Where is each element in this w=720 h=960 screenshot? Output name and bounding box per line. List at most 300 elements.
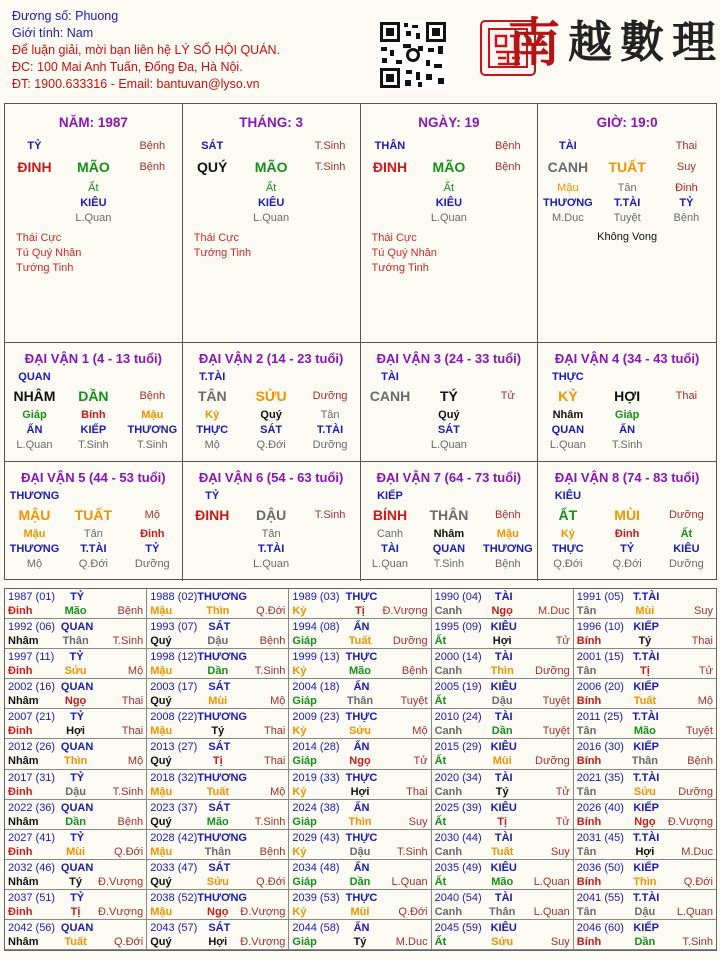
year-god: QUAN	[60, 741, 94, 754]
hidden-god: ẤN	[619, 423, 636, 436]
pillar-year	[5, 104, 183, 343]
annual-year-cell	[289, 920, 431, 950]
year-stem: Quý	[150, 935, 172, 948]
annual-year-cell	[574, 770, 716, 800]
year-stage: Suy	[550, 935, 570, 948]
bazi-chart-grid	[4, 103, 717, 580]
year-label: 2026 (40)	[576, 801, 624, 814]
annual-year-cell	[289, 890, 431, 920]
hidden-stem: Mậu	[141, 408, 164, 421]
annual-year-cell	[5, 709, 147, 739]
year-label: 2010 (24)	[434, 711, 482, 724]
hidden-god: KIẾP	[80, 423, 107, 436]
year-god: THƯƠNG	[197, 891, 247, 904]
year-branch: Sửu	[491, 935, 514, 948]
year-stem: Đinh	[8, 905, 33, 918]
year-label: 2001 (15)	[576, 651, 624, 664]
year-label: 2022 (36)	[8, 801, 56, 814]
year-branch: Sửu	[348, 725, 371, 738]
hidden-stem: Tân	[83, 527, 103, 540]
hidden-god: ẤN	[26, 423, 43, 436]
annual-year-cell	[574, 860, 716, 890]
hidden-god: T.TÀI	[80, 542, 107, 555]
year-branch: Tuất	[206, 785, 229, 798]
hidden-stage: L.Quan	[430, 211, 467, 224]
year-stem: Nhâm	[8, 815, 39, 828]
year-god: KIÊU	[490, 801, 517, 814]
year-label: 2037 (51)	[8, 891, 56, 904]
logo-char-3: 數	[620, 17, 664, 68]
year-branch: Mão	[206, 815, 229, 828]
hidden-god: TÀI	[381, 542, 399, 555]
year-stem: Kỷ	[292, 845, 307, 858]
year-branch: Hợi	[66, 725, 85, 738]
life-stage: Bệnh	[139, 139, 166, 152]
year-stage: Suy	[408, 815, 428, 828]
year-god: TÀI	[494, 771, 513, 784]
year-branch: Tị	[497, 815, 508, 828]
year-god: ẤN	[353, 741, 370, 754]
year-label: 2009 (23)	[292, 711, 340, 724]
year-stage: Thai	[406, 785, 428, 798]
year-god: THỰC	[345, 651, 378, 664]
annual-year-cell	[432, 649, 574, 679]
year-branch: Tý	[353, 935, 367, 948]
year-branch: Thân	[631, 755, 659, 768]
year-god: T.TÀI	[633, 651, 660, 664]
year-branch: Hợi	[492, 635, 512, 648]
year-stage: Suy	[694, 605, 713, 617]
hidden-god: TỶ	[679, 196, 694, 209]
year-branch: Tị	[639, 665, 650, 678]
annual-year-cell	[289, 619, 431, 649]
star: Thái Cực	[371, 232, 417, 244]
year-stage: Q.Đới	[113, 935, 144, 948]
hidden-stem: Nhâm	[433, 527, 465, 540]
annual-year-cell	[5, 679, 147, 709]
year-branch: Tuất	[64, 935, 87, 948]
earthly-branch: DẦN	[78, 387, 109, 404]
year-stem: Ất	[434, 815, 447, 828]
year-god: TỶ	[69, 651, 84, 664]
hidden-stem: Ất	[265, 181, 277, 194]
year-stem: Bính	[576, 815, 602, 828]
year-branch: Dậu	[634, 905, 656, 918]
year-label: 2016 (30)	[576, 741, 624, 754]
year-god: TÀI	[494, 891, 513, 904]
can-god: TỶ	[205, 489, 220, 502]
earthly-branch: TUẤT	[74, 506, 113, 523]
year-branch: Mão	[633, 725, 656, 738]
hidden-stem: Kỷ	[205, 408, 220, 421]
year-god: THƯƠNG	[197, 591, 247, 603]
year-stem: Mậu	[150, 905, 173, 918]
year-branch: Thìn	[63, 755, 88, 768]
year-stem: Canh	[434, 725, 463, 738]
annual-year-cell	[289, 800, 431, 830]
year-stage: T.Sinh	[397, 845, 428, 858]
year-branch: Dần	[491, 725, 513, 738]
star: Thái Cực	[16, 232, 62, 244]
pillar-title: NGÀY: 19	[418, 115, 480, 130]
star: Tướng Tinh	[193, 247, 252, 259]
year-stem: Quý	[150, 815, 172, 828]
year-branch: Tuất	[633, 695, 657, 708]
annual-year-cell	[147, 860, 289, 890]
year-label: 2043 (57)	[150, 921, 198, 934]
hidden-stage: Dưỡng	[312, 438, 348, 451]
annual-year-cell	[289, 770, 431, 800]
year-stage: Dưỡng	[535, 755, 570, 768]
year-stem: Canh	[434, 785, 463, 798]
year-stage: L.Quan	[533, 875, 570, 888]
star: Thái Cực	[193, 232, 240, 244]
year-god: KIẾP	[633, 681, 659, 694]
logo-char-1: 南	[507, 12, 560, 74]
year-stem: Tân	[576, 605, 597, 617]
year-stage: Bệnh	[401, 665, 428, 678]
hidden-stem: Giáp	[614, 408, 640, 421]
year-label: 2041 (55)	[576, 891, 624, 904]
owner-name: Đương số: Phuong	[12, 9, 119, 23]
earthly-branch: TÝ	[439, 387, 458, 404]
year-branch: Thìn	[633, 875, 657, 888]
year-label: 2018 (32)	[150, 771, 198, 784]
hidden-stem: Canh	[376, 527, 404, 540]
annual-years-table	[4, 588, 717, 951]
pillar-title: THÁNG: 3	[239, 115, 303, 130]
logo-char-4: 理	[672, 17, 716, 68]
year-stage: T.Sinh	[254, 665, 286, 678]
year-stem: Ất	[434, 695, 447, 708]
hidden-god: QUAN	[551, 423, 585, 436]
dai-van-title: ĐẠI VẬN 8 (74 - 83 tuổi)	[554, 470, 700, 485]
year-label: 2008 (22)	[150, 711, 198, 724]
year-stem: Canh	[434, 605, 463, 617]
year-stem: Đinh	[8, 785, 33, 798]
year-branch: Thìn	[206, 605, 230, 617]
year-label: 2042 (56)	[8, 921, 56, 934]
year-branch: Tý	[638, 635, 652, 648]
contact-note: Để luận giải, mời bạn liên hệ LÝ SỐ HỘI QUÁN.	[12, 43, 281, 57]
year-god: T.TÀI	[633, 831, 660, 844]
year-stem: Ất	[434, 875, 447, 888]
phone-email: ĐT: 1900.633316 - Email: bantuvan@lyso.vn	[12, 77, 260, 91]
year-stage: M.Duc	[395, 935, 428, 948]
year-label: 1995 (09)	[434, 621, 482, 634]
year-branch: Ngọ	[64, 695, 87, 708]
gender: Giới tính: Nam	[12, 26, 94, 40]
hidden-stage: L.Quan	[253, 557, 290, 570]
year-branch: Dần	[634, 935, 656, 948]
year-stage: Bệnh	[259, 635, 286, 648]
hidden-stem: Đinh	[614, 527, 640, 540]
year-branch: Dậu	[349, 845, 371, 858]
dai-van-title: ĐẠI VẬN 4 (34 - 43 tuổi)	[554, 351, 700, 366]
year-god: THƯƠNG	[197, 711, 247, 724]
annual-year-cell	[5, 589, 147, 619]
year-stem: Nhâm	[8, 695, 39, 708]
year-god: TÀI	[494, 651, 513, 664]
year-stage: M.Duc	[538, 605, 570, 617]
year-stage: Dưỡng	[535, 665, 570, 678]
can-god: TÀI	[381, 370, 399, 383]
year-stem: Quý	[150, 755, 172, 768]
year-branch: Ngọ	[491, 605, 513, 617]
year-label: 1989 (03)	[292, 591, 340, 603]
hidden-stem: Đinh	[140, 527, 165, 540]
year-branch: Tuất	[348, 635, 372, 648]
year-label: 2036 (50)	[576, 861, 624, 874]
hidden-god: THƯƠNG	[9, 542, 60, 555]
hidden-stem: Ất	[680, 527, 693, 540]
hidden-stage: Q.Đới	[553, 557, 583, 570]
year-god: TÀI	[494, 711, 513, 724]
year-god: ẤN	[353, 861, 370, 874]
dai-van-title: ĐẠI VẬN 1 (4 - 13 tuổi)	[24, 351, 162, 366]
annual-year-cell	[289, 860, 431, 890]
year-stem: Kỷ	[292, 785, 307, 798]
annual-year-cell	[289, 709, 431, 739]
hidden-god: T.TÀI	[257, 542, 285, 555]
year-label: 2014 (28)	[292, 741, 340, 754]
year-stage: Mộ	[412, 725, 428, 738]
year-branch: Hợi	[350, 785, 370, 798]
pillar-day	[361, 104, 539, 343]
year-label: 2039 (53)	[292, 891, 340, 904]
year-label: 2028 (42)	[150, 831, 198, 844]
hidden-god: SÁT	[260, 423, 283, 436]
year-label: 1998 (12)	[150, 651, 198, 664]
year-stage: Tử	[555, 635, 570, 648]
year-label: 2013 (27)	[150, 741, 198, 754]
annual-year-cell	[432, 619, 574, 649]
dai-van-title: ĐẠI VẬN 6 (54 - 63 tuổi)	[198, 470, 344, 485]
heavenly-stem: MẬU	[18, 506, 51, 523]
year-label: 2038 (52)	[150, 891, 198, 904]
heavenly-stem: CANH	[547, 158, 589, 175]
year-branch: Sửu	[64, 665, 87, 678]
hidden-stem: Mậu	[496, 527, 519, 540]
year-god: SÁT	[208, 861, 231, 874]
year-stem: Nhâm	[8, 935, 39, 948]
year-stem: Giáp	[292, 755, 317, 768]
year-branch: Sửu	[633, 785, 656, 798]
year-label: 2021 (35)	[576, 771, 624, 784]
can-god: QUAN	[18, 370, 51, 383]
year-label: 1996 (10)	[576, 621, 624, 634]
hidden-stem: Ất	[88, 181, 99, 194]
hidden-stage: L.Quan	[430, 438, 467, 451]
year-stem: Tân	[576, 665, 597, 678]
year-stem: Quý	[150, 695, 172, 708]
year-stage: Mộ	[127, 755, 144, 768]
year-stage: Đ.Vượng	[240, 905, 286, 918]
year-god: ẤN	[353, 801, 370, 814]
year-god: THỰC	[345, 591, 378, 603]
annual-year-cell	[289, 739, 431, 769]
hidden-stage: Mộ	[204, 438, 220, 451]
logo-char-2: 越	[568, 17, 612, 68]
year-branch: Dần	[349, 875, 371, 888]
year-stage: Thai	[691, 635, 713, 648]
star: Tướng Tinh	[371, 262, 429, 274]
year-stage: Tử	[698, 665, 713, 678]
annual-year-cell	[147, 679, 289, 709]
year-label: 2017 (31)	[8, 771, 56, 784]
year-god: T.TÀI	[633, 591, 660, 603]
year-label: 2032 (46)	[8, 861, 56, 874]
annual-year-cell	[574, 890, 716, 920]
hidden-stage: Bệnh	[494, 557, 521, 570]
year-label: 2023 (37)	[150, 801, 198, 814]
hidden-god: TỶ	[620, 542, 635, 555]
heavenly-stem: ĐINH	[372, 158, 408, 175]
year-stage: Đ.Vượng	[667, 815, 713, 828]
annual-year-cell	[574, 649, 716, 679]
heavenly-stem: NHÂM	[13, 387, 56, 404]
hidden-stage: Dưỡng	[134, 557, 170, 570]
earthly-branch: DẬU	[255, 506, 287, 523]
year-stage: Tử	[555, 815, 570, 828]
year-stem: Tân	[576, 845, 597, 858]
year-stem: Kỷ	[292, 905, 307, 918]
year-branch: Dần	[65, 815, 86, 828]
hidden-stage: Bệnh	[673, 211, 700, 224]
star: Tú Quý Nhân	[16, 247, 82, 259]
year-stage: L.Quan	[533, 905, 570, 918]
hidden-stage: L.Quan	[371, 557, 408, 570]
annual-year-cell	[289, 679, 431, 709]
year-god: ẤN	[353, 621, 370, 634]
year-god: T.TÀI	[632, 711, 659, 724]
year-stem: Mậu	[150, 665, 173, 678]
year-stage: Mộ	[270, 785, 286, 798]
year-stage: Bệnh	[259, 845, 286, 858]
year-god: T.TÀI	[633, 891, 660, 904]
year-stem: Nhâm	[8, 875, 39, 888]
hidden-stem: Tân	[320, 408, 340, 421]
year-branch: Hợi	[635, 845, 655, 858]
annual-year-cell	[574, 709, 716, 739]
year-god: TÀI	[494, 591, 513, 603]
annual-year-cell	[432, 890, 574, 920]
year-label: 2046 (60)	[576, 921, 624, 934]
hidden-stage: Mộ	[26, 557, 43, 570]
hidden-stem: Kỷ	[560, 527, 575, 540]
year-label: 2020 (34)	[434, 771, 482, 784]
year-label: 2003 (17)	[150, 681, 198, 694]
year-god: QUAN	[60, 801, 94, 814]
year-label: 2019 (33)	[292, 771, 340, 784]
address: ĐC: 100 Mai Anh Tuấn, Đống Đa, Hà Nội.	[12, 60, 243, 74]
year-stage: Q.Đới	[256, 875, 286, 888]
year-god: TỶ	[70, 591, 85, 603]
life-stage: Suy	[676, 160, 696, 173]
year-branch: Dậu	[207, 635, 229, 648]
year-branch: Mùi	[208, 695, 228, 708]
annual-year-cell	[432, 800, 574, 830]
annual-year-cell	[432, 830, 574, 860]
dai-van-3	[361, 343, 539, 462]
year-label: 2005 (19)	[434, 681, 482, 694]
year-branch: Mão	[491, 875, 514, 888]
year-label: 2045 (59)	[434, 921, 482, 934]
heavenly-stem: KỶ	[558, 387, 578, 404]
year-stem: Canh	[434, 905, 463, 918]
qr-code-icon[interactable]	[378, 20, 448, 90]
can-god: THÂN	[374, 139, 406, 152]
hidden-stem: Quý	[438, 408, 460, 421]
year-stage: Thai	[121, 695, 144, 708]
year-god: THƯƠNG	[197, 651, 247, 664]
year-branch: Ngọ	[634, 815, 656, 828]
annual-year-cell	[5, 830, 147, 860]
year-god: TỶ	[70, 891, 85, 904]
hidden-god: T.TÀI	[613, 196, 641, 209]
year-god: THƯƠNG	[197, 831, 247, 844]
year-label: 2031 (45)	[576, 831, 624, 844]
year-stem: Canh	[434, 845, 463, 858]
earthly-branch: MÃO	[432, 158, 466, 175]
life-stage: Thai	[675, 139, 698, 152]
annual-year-cell	[574, 589, 716, 619]
life-stage: T.Sinh	[314, 160, 346, 173]
year-god: THỰC	[345, 711, 378, 724]
year-label: 2000 (14)	[434, 651, 482, 664]
annual-year-cell	[5, 800, 147, 830]
earthly-branch: MÃO	[254, 158, 288, 175]
pillar-title: GIỜ: 19:0	[596, 115, 658, 130]
hidden-stage: L.Quan	[549, 438, 586, 451]
year-branch: Tuất	[490, 845, 514, 858]
year-god: KIẾP	[633, 621, 659, 634]
year-branch: Thìn	[490, 665, 514, 678]
year-god: THỰC	[345, 831, 378, 844]
earthly-branch: TUẤT	[608, 158, 646, 175]
year-god: KIẾP	[633, 921, 659, 934]
hidden-stage: Dưỡng	[668, 557, 704, 570]
year-stage: T.Sinh	[112, 635, 144, 648]
year-stem: Giáp	[292, 635, 317, 648]
can-god: SÁT	[201, 139, 224, 152]
annual-year-cell	[289, 649, 431, 679]
year-stage: Tuyệt	[685, 725, 713, 738]
year-branch: Mão	[64, 605, 87, 617]
year-stem: Tân	[576, 905, 597, 918]
hidden-stem: Tân	[617, 181, 637, 194]
hidden-god: T.TÀI	[316, 423, 344, 436]
heavenly-stem: TÂN	[197, 387, 227, 404]
year-god: TỶ	[70, 771, 85, 784]
annual-year-cell	[289, 589, 431, 619]
year-stem: Nhâm	[8, 755, 39, 768]
pillar-month	[183, 104, 361, 343]
hidden-stem: Bính	[81, 408, 106, 421]
hidden-stem: Đinh	[675, 181, 698, 194]
year-stem: Giáp	[292, 875, 317, 888]
year-god: KIÊU	[490, 621, 517, 634]
year-stem: Quý	[150, 635, 172, 648]
hidden-god: QUAN	[432, 542, 466, 555]
dai-van-6	[183, 462, 361, 581]
year-stage: L.Quan	[676, 905, 713, 918]
life-stage: Bệnh	[494, 508, 521, 521]
year-god: THỰC	[345, 771, 378, 784]
annual-year-cell	[574, 800, 716, 830]
year-label: 2040 (54)	[434, 891, 482, 904]
annual-year-cell	[574, 830, 716, 860]
